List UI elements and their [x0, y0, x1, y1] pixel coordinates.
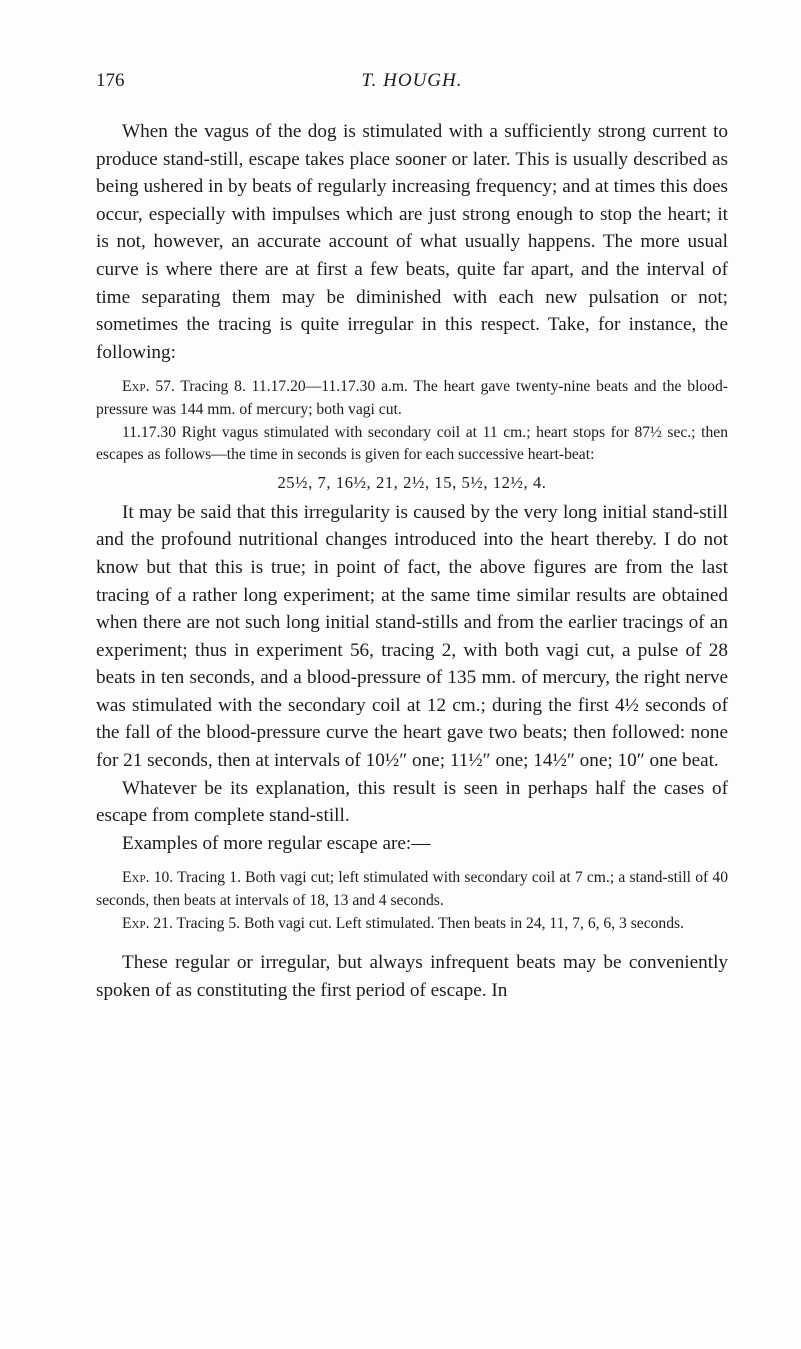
page-body	[96, 118, 728, 1004]
beat-interval-sequence: 25½, 7, 16½, 21, 2½, 15, 5½, 12½, 4.	[277, 472, 547, 492]
running-head: T. HOUGH.	[361, 70, 463, 91]
experiment-10-note	[96, 867, 728, 912]
paragraph-first-period: These regular or irregular, but always infrequent beats may be conveniently spoken of as constituting the first period of escape. In	[96, 952, 728, 1001]
paragraph-explanation: Whatever be its explanation, this result is seen in perhaps half the cases of escape from complete stand-still.	[96, 777, 728, 827]
experiment-label: Exp. 10.	[122, 869, 174, 887]
experiment-57-note	[96, 376, 728, 421]
experiment-57-stimulation: 11.17.30 Right vagus stimulated with secondary coil at 11 cm.; heart stops for 87½ sec.; then escapes as follows—the time in seconds is given for each successive heart-beat:	[96, 423, 728, 464]
paragraph-intro: When the vagus of the dog is stimulated with a sufficiently strong current to produce stand-still, escape takes place sooner or later. This is usually described as being ushered in by beats of regularly increasing frequency; and at times this does occur, especially with impulses which are just strong enough to stop the heart; it is not, however, an accurate account of what usually happens. The more usual curve is where there are at first a few beats, quite far apart, and the interval of time separating them may be diminished with each new pulsation or not; sometimes the tracing is quite irregular in this respect. Take, for instance, the following:	[96, 121, 728, 363]
page-number: 176	[96, 70, 125, 91]
experiment-label: Exp. 21.	[122, 914, 173, 932]
page-header	[96, 70, 728, 100]
experiment-21-note	[96, 913, 728, 936]
experiment-text: Tracing 8. 11.17.20—11.17.30 a.m. The heart gave twenty-nine beats and the blood-pressure was 144 mm. of mercury; both vagi cut.	[96, 378, 728, 418]
paragraph-irregularity: It may be said that this irregularity is caused by the very long initial stand-still and the profound nutritional changes introduced into the heart thereby. I do not know but that this is true; in point of fact, the above figures are from the last tracing of a rather long experiment; at the same time similar results are obtained when there are not such long initial stand-stills and from the earlier tracings of an experiment; thus in experiment 56, tracing 2, with both vagi cut, a pulse of 28 beats in ten seconds, and a blood-pressure of 135 mm. of mercury, the right nerve was stimulated with the secondary coil at 12 cm.; during the first 4½ seconds of the fall of the blood-pressure curve the heart gave two beats; then followed: none for 21 seconds, then at intervals of 10½″ one; 11½″ one; 14½″ one; 10″ one beat.	[96, 501, 728, 772]
experiment-text: Tracing 1. Both vagi cut; left stimulated with secondary coil at 7 cm.; a stand-still of 40 seconds, then beats at intervals of 18, 13 and 4 seconds.	[96, 869, 728, 910]
paragraph-examples-intro: Examples of more regular escape are:—	[122, 832, 431, 854]
experiment-text: Tracing 5. Both vagi cut. Left stimulated. Then beats in 24, 11, 7, 6, 6, 3 seconds.	[176, 914, 684, 932]
experiment-label: Exp. 57.	[122, 378, 175, 396]
